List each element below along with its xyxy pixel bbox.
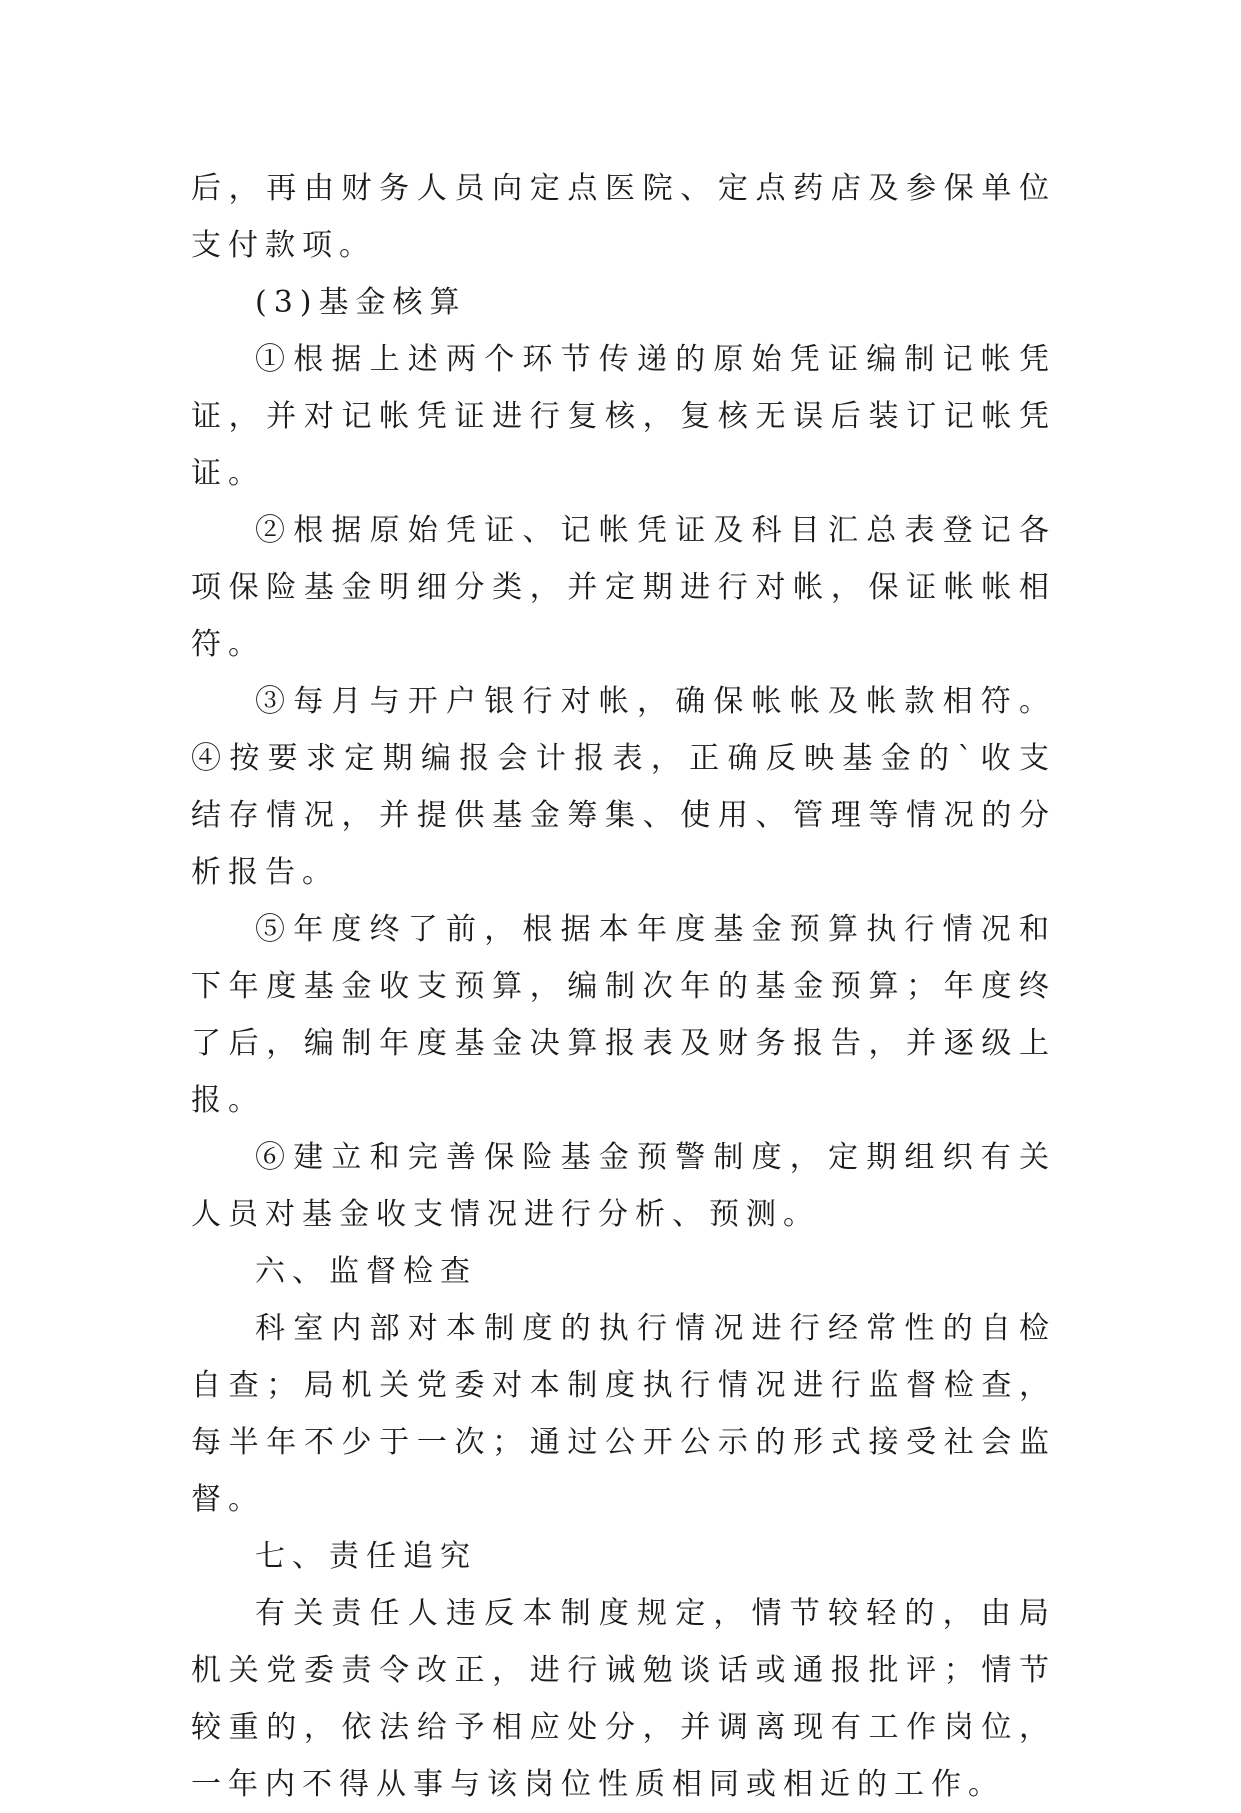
heading-fund-accounting: (3)基金核算 <box>255 285 467 320</box>
heading-accountability: 七、责任追究 <box>255 1539 477 1574</box>
document-body <box>191 160 1056 1813</box>
paragraph-supervision: 科室内部对本制度的执行情况进行经常性的自检自查；局机关党委对本制度执行情况进行监督检查，每半年不少于一次；通过公开公示的形式接受社会监督。 <box>191 1311 1056 1517</box>
paragraph-item-6: ⑥建立和完善保险基金预警制度，定期组织有关人员对基金收支情况进行分析、预测。 <box>191 1140 1056 1232</box>
paragraph-accountability: 有关责任人违反本制度规定，情节较轻的，由局机关党委责令改正，进行诫勉谈话或通报批评；情节较重的，依法给予相应处分，并调离现有工作岗位，一年内不得从事与该岗位性质相同或相近的工作。 <box>191 1596 1056 1802</box>
paragraph-item-5: ⑤年度终了前，根据本年度基金预算执行情况和下年度基金收支预算，编制次年的基金预算；年度终了后，编制年度基金决算报表及财务报告，并逐级上报。 <box>191 912 1056 1118</box>
heading-supervision: 六、监督检查 <box>255 1254 477 1289</box>
paragraph-payment-continuation: 后，再由财务人员向定点医院、定点药店及参保单位支付款项。 <box>191 171 1056 263</box>
paragraph-item-1: ①根据上述两个环节传递的原始凭证编制记帐凭证，并对记帐凭证进行复核，复核无误后装订记帐凭证。 <box>191 342 1056 491</box>
paragraph-item-3-4: ③每月与开户银行对帐，确保帐帐及帐款相符。④按要求定期编报会计报表，正确反映基金的`收支结存情况，并提供基金筹集、使用、管理等情况的分析报告。 <box>191 684 1056 890</box>
paragraph-item-2: ②根据原始凭证、记帐凭证及科目汇总表登记各项保险基金明细分类，并定期进行对帐，保证帐帐相符。 <box>191 513 1056 662</box>
